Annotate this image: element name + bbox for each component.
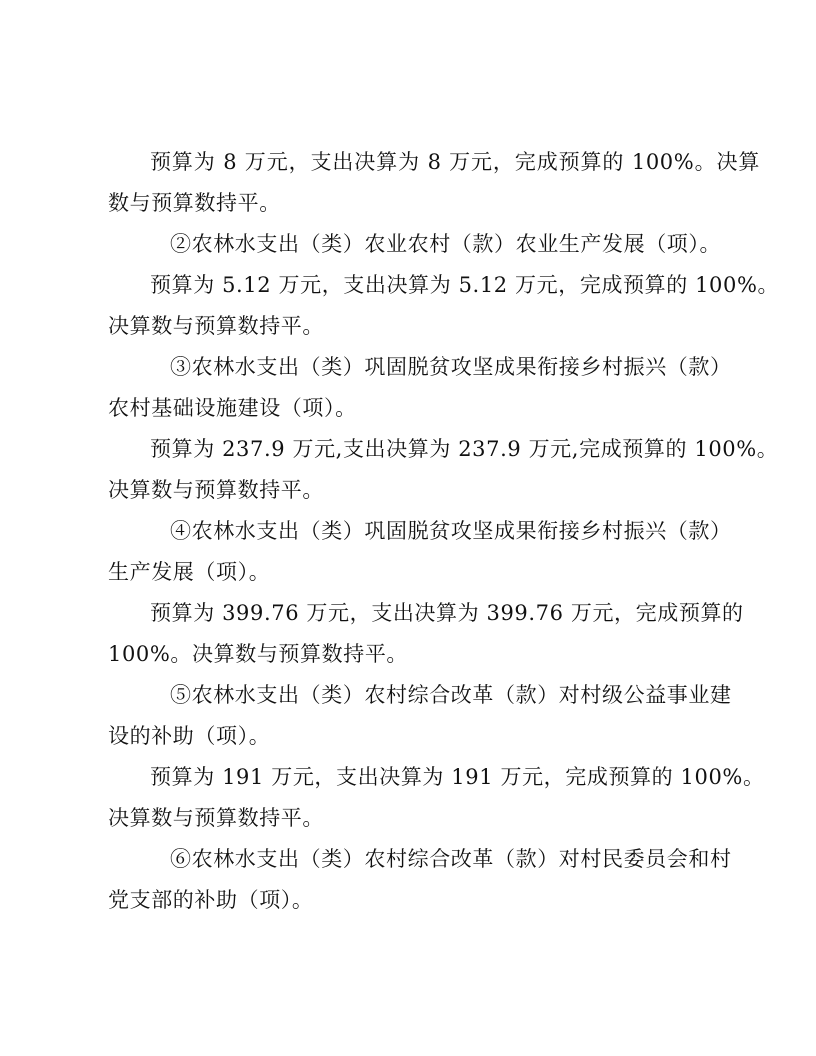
item-3-heading: ③农林水支出（类）巩固脱贫攻坚成果衔接乡村振兴（款） <box>170 355 732 379</box>
item-3-heading-cont: 农村基础设施建设（项）。 <box>108 396 357 420</box>
item-4-heading-cont: 生产发展（项）。 <box>108 560 271 584</box>
paragraph-line-5: 预算为 237.9 万元,支出决算为 237.9 万元,完成预算的 100%。 <box>150 437 779 461</box>
item-4-heading: ④农林水支出（类）巩固脱贫攻坚成果衔接乡村振兴（款） <box>170 519 732 543</box>
item-2-heading: ②农林水支出（类）农业农村（款）农业生产发展（项）。 <box>170 232 722 256</box>
paragraph-line-1: 预算为 8 万元，支出决算为 8 万元，完成预算的 100%。决算 <box>150 150 760 174</box>
paragraph-line-2: 数与预算数持平。 <box>108 191 281 215</box>
paragraph-line-3: 预算为 5.12 万元，支出决算为 5.12 万元，完成预算的 100%。 <box>150 273 780 297</box>
item-6-heading: ⑥农林水支出（类）农村综合改革（款）对村民委员会和村 <box>170 847 732 871</box>
paragraph-line-8: 100%。决算数与预算数持平。 <box>108 642 409 666</box>
paragraph-line-10: 决算数与预算数持平。 <box>108 806 324 830</box>
item-5-heading-cont: 设的补助（项）。 <box>108 724 271 748</box>
paragraph-line-4: 决算数与预算数持平。 <box>108 314 324 338</box>
paragraph-line-7: 预算为 399.76 万元，支出决算为 399.76 万元，完成预算的 <box>150 601 744 625</box>
paragraph-line-6: 决算数与预算数持平。 <box>108 478 324 502</box>
item-5-heading: ⑤农林水支出（类）农村综合改革（款）对村级公益事业建 <box>170 683 732 707</box>
paragraph-line-9: 预算为 191 万元，支出决算为 191 万元，完成预算的 100%。 <box>150 765 765 789</box>
item-6-heading-cont: 党支部的补助（项）。 <box>108 888 314 912</box>
